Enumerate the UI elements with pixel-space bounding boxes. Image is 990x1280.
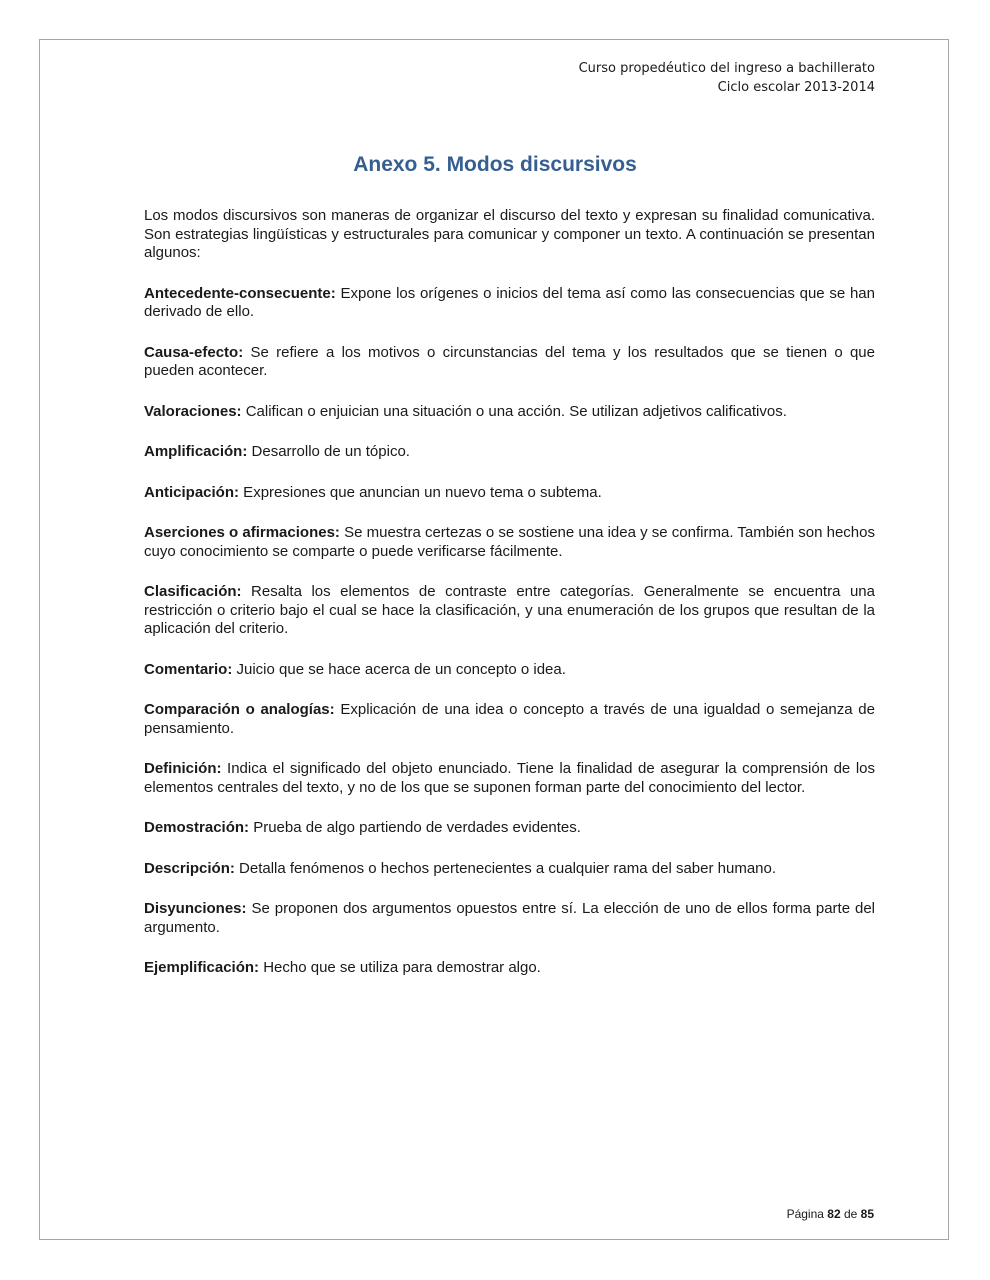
entry-text: Expone los orígenes o inicios del tema así como las consecuencias que se han derivado de ello. bbox=[144, 284, 875, 320]
entry-text: Se muestra certezas o se sostiene una idea y se confirma. También son hechos cuyo conocimiento se comparte o puede verificarse fácilmente. bbox=[144, 524, 875, 560]
entry-term: Demostración: bbox=[144, 819, 250, 836]
entry-paragraph bbox=[144, 860, 875, 879]
entry-text: Se proponen dos argumentos opuestos entre sí. La elección de uno de ellos forma parte del argumento. bbox=[144, 900, 875, 936]
entry-paragraph bbox=[144, 661, 875, 680]
entry-paragraph bbox=[144, 900, 875, 937]
entry-text: Detalla fenómenos o hechos pertenecientes a cualquier rama del saber humano. bbox=[234, 859, 777, 877]
header-course: Curso propedéutico del ingreso a bachillerato bbox=[578, 61, 875, 76]
entry-paragraph bbox=[144, 285, 875, 322]
entry-term: Causa-efecto: bbox=[144, 343, 244, 361]
entry-paragraph bbox=[144, 484, 875, 503]
entry-text: Explicación de una idea o concepto a través de una igualdad o semejanza de pensamiento. bbox=[144, 701, 875, 737]
entry-term: Amplificación: bbox=[144, 443, 248, 460]
entry-paragraph bbox=[144, 819, 875, 838]
entry-term: Ejemplificación: bbox=[144, 959, 260, 976]
entry-text: Juicio que se hace acerca de un concepto o idea. bbox=[232, 660, 566, 678]
page-number-current: 82 bbox=[827, 1207, 841, 1221]
page-number bbox=[787, 1207, 874, 1221]
entry-term: Clasificación: bbox=[144, 583, 242, 600]
entry-paragraph bbox=[144, 524, 875, 561]
entry-term: Descripción: bbox=[144, 859, 235, 877]
page-number-middle: de bbox=[840, 1207, 861, 1221]
entry-text: Resalta los elementos de contraste entre categorías. Generalmente se encuentra una restricción o criterio bajo el cual se hace la clasificación, y una enumeración de los grupos que resultan de la aplicación del criterio. bbox=[144, 583, 875, 637]
entry-paragraph bbox=[144, 959, 875, 978]
entry-text: Se refiere a los motivos o circunstancias del tema y los resultados que se tienen o que pueden acontecer. bbox=[144, 343, 875, 379]
entry-paragraph bbox=[144, 344, 875, 381]
intro-paragraph: Los modos discursivos son maneras de organizar el discurso del texto y expresan su finalidad comunicativa. Son estrategias lingüísticas y estructurales para comunicar y componer un texto. A continuación se presentan algunos: bbox=[144, 207, 875, 261]
page-title: Anexo 5. Modos discursivos bbox=[353, 153, 637, 176]
entry-paragraph bbox=[144, 701, 875, 738]
entry-term: Comentario: bbox=[144, 660, 233, 678]
entry-paragraph bbox=[144, 583, 875, 639]
entry-text: Desarrollo de un tópico. bbox=[247, 443, 410, 460]
entry-paragraph bbox=[144, 760, 875, 797]
entry-paragraph bbox=[144, 403, 875, 422]
entry-text: Indica el significado del objeto enunciado. Tiene la finalidad de asegurar la comprensión de los elementos centrales del texto, y no de los que se suponen forman parte del conocimiento del lector. bbox=[144, 760, 875, 796]
page-number-total: 85 bbox=[860, 1207, 874, 1221]
entry-text: Prueba de algo partiendo de verdades evidentes. bbox=[249, 819, 581, 836]
entry-term: Comparación o analogías: bbox=[144, 701, 335, 718]
entry-text: Hecho que se utiliza para demostrar algo. bbox=[259, 959, 541, 976]
document-body bbox=[144, 207, 875, 1000]
page-number-prefix: Página bbox=[786, 1207, 828, 1221]
entry-text: Expresiones que anuncian un nuevo tema o subtema. bbox=[239, 483, 602, 501]
entry-term: Aserciones o afirmaciones: bbox=[144, 524, 340, 541]
entry-text: Califican o enjuician una situación o una acción. Se utilizan adjetivos calificativos. bbox=[241, 402, 787, 420]
entry-term: Disyunciones: bbox=[144, 900, 247, 917]
header-cycle: Ciclo escolar 2013-2014 bbox=[717, 80, 875, 95]
entry-term: Antecedente-consecuente: bbox=[144, 284, 336, 302]
page-header bbox=[579, 59, 875, 97]
entry-term: Definición: bbox=[144, 760, 222, 777]
entry-paragraph bbox=[144, 443, 875, 462]
entry-term: Valoraciones: bbox=[144, 402, 242, 420]
entry-term: Anticipación: bbox=[144, 483, 240, 501]
